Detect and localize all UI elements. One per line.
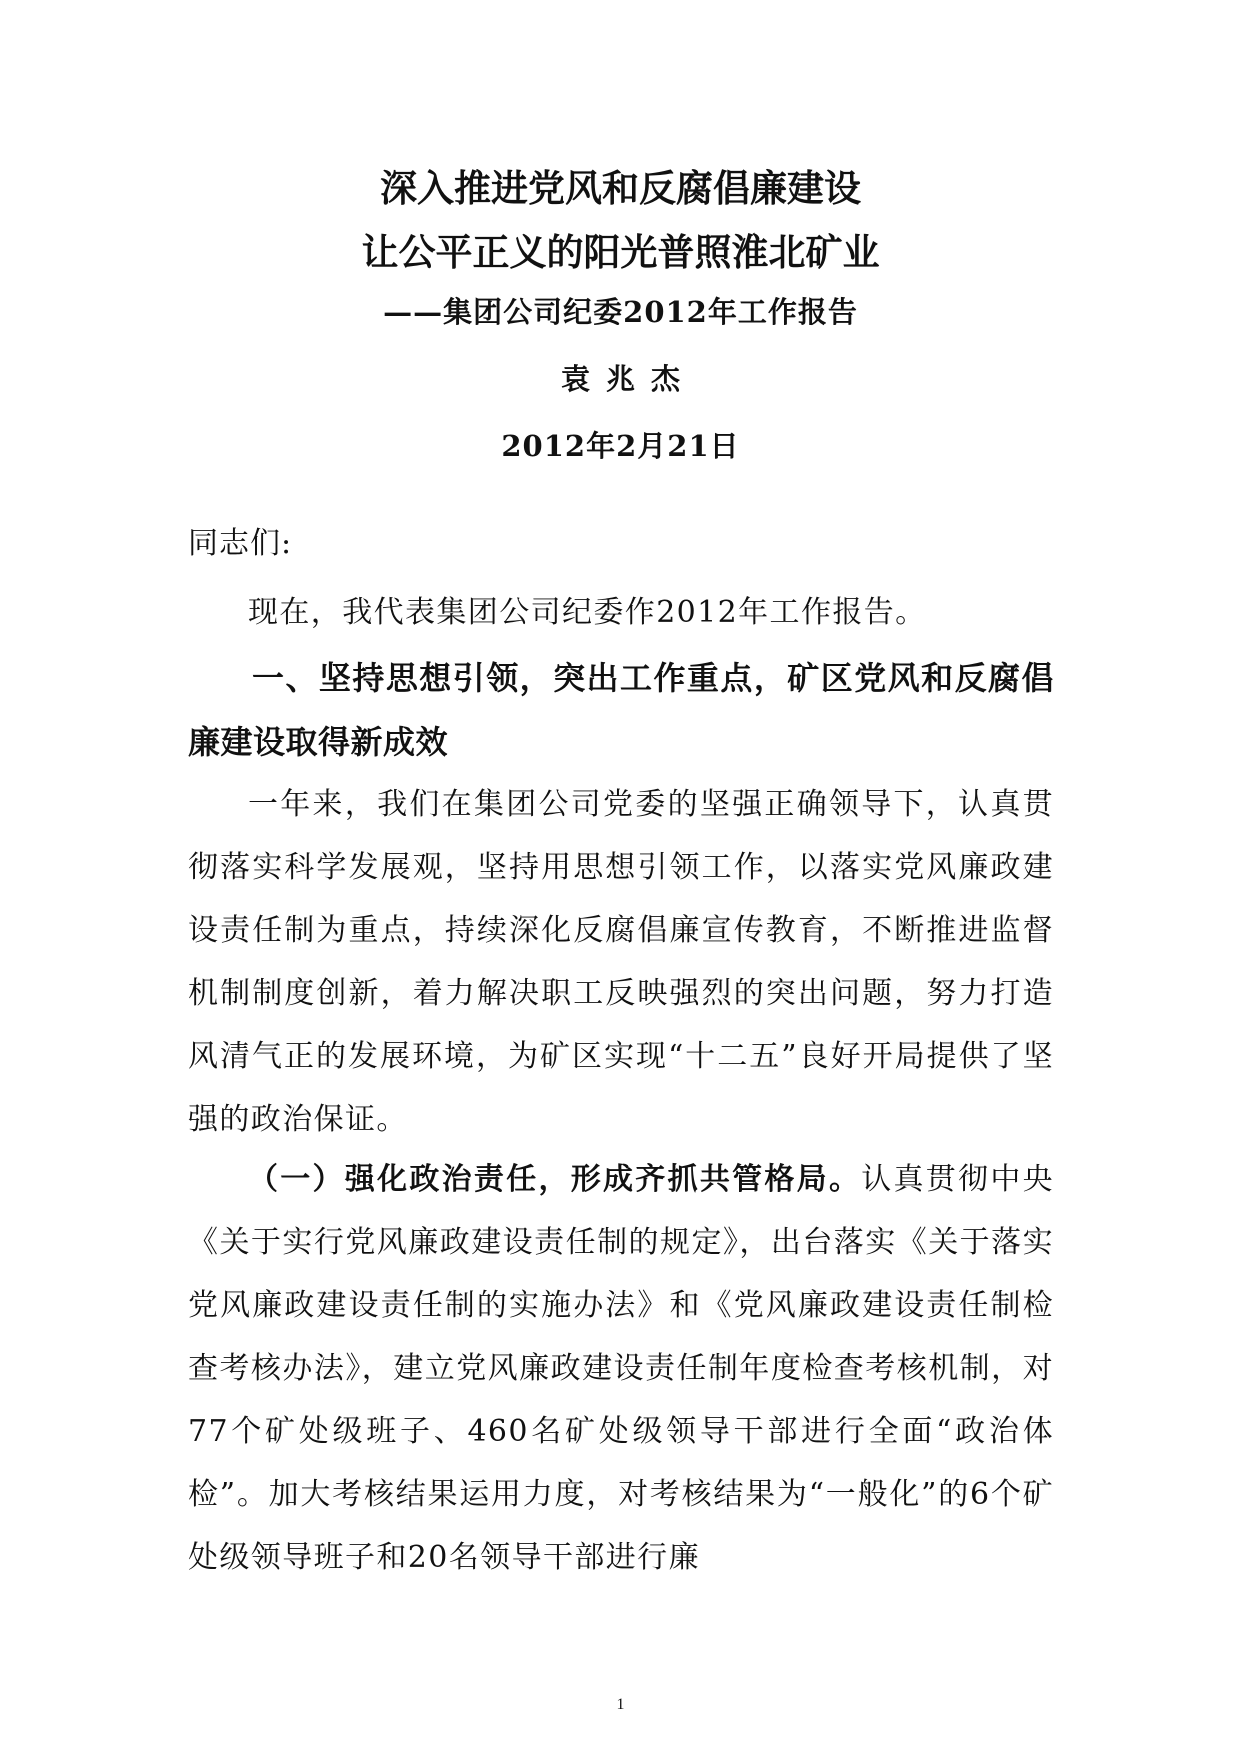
subsection-1-text: 认真贯彻中央《关于实行党风廉政建设责任制的规定》，出台落实《关于落实党风廉政建设责任制的实施办法》和《党风廉政建设责任制检查考核办法》，建立党风廉政建设责任制年度检查考核机制，对77个矿处级班子、460名矿处级领导干部进行全面“政治体检”。加大考核结果运用力度，对考核结果为“一般化”的6个矿处级领导班子和20名领导干部进行廉 [188, 1162, 1054, 1575]
page-number: 1 [616, 1696, 625, 1713]
section-1-paragraph: 一年来，我们在集团公司党委的坚强正确领导下，认真贯彻落实科学发展观，坚持用思想引领工作，以落实党风廉政建设责任制为重点，持续深化反腐倡廉宣传教育，不断推进监督机制制度创新，着力解决职工反映强烈的突出问题，努力打造风清气正的发展环境，为矿区实现“十二五”良好开局提供了坚强的政治保证。 [188, 787, 1054, 1137]
report-title-line-2: 让公平正义的阳光普照淮北矿业 [361, 231, 880, 274]
report-title-line-1: 深入推进党风和反腐倡廉建设 [380, 167, 861, 210]
subsection-1-paragraph [188, 1148, 1054, 1589]
section-1-heading: 一、坚持思想引领，突出工作重点，矿区党风和反腐倡廉建设取得新成效 [188, 659, 1054, 761]
subsection-1-lead: （一）强化政治责任，形成齐抓共管格局。 [248, 1162, 862, 1197]
section-1-paragraph-container [188, 773, 1054, 1151]
subsection-1-container [188, 1148, 1054, 1589]
intro-paragraph: 现在，我代表集团公司纪委作2012年工作报告。 [248, 595, 927, 630]
report-author: 袁兆杰 [560, 362, 696, 396]
greeting: 同志们: [188, 526, 293, 561]
report-date: 2012年2月21日 [501, 429, 740, 463]
report-subtitle: ——集团公司纪委2012年工作报告 [383, 295, 858, 329]
